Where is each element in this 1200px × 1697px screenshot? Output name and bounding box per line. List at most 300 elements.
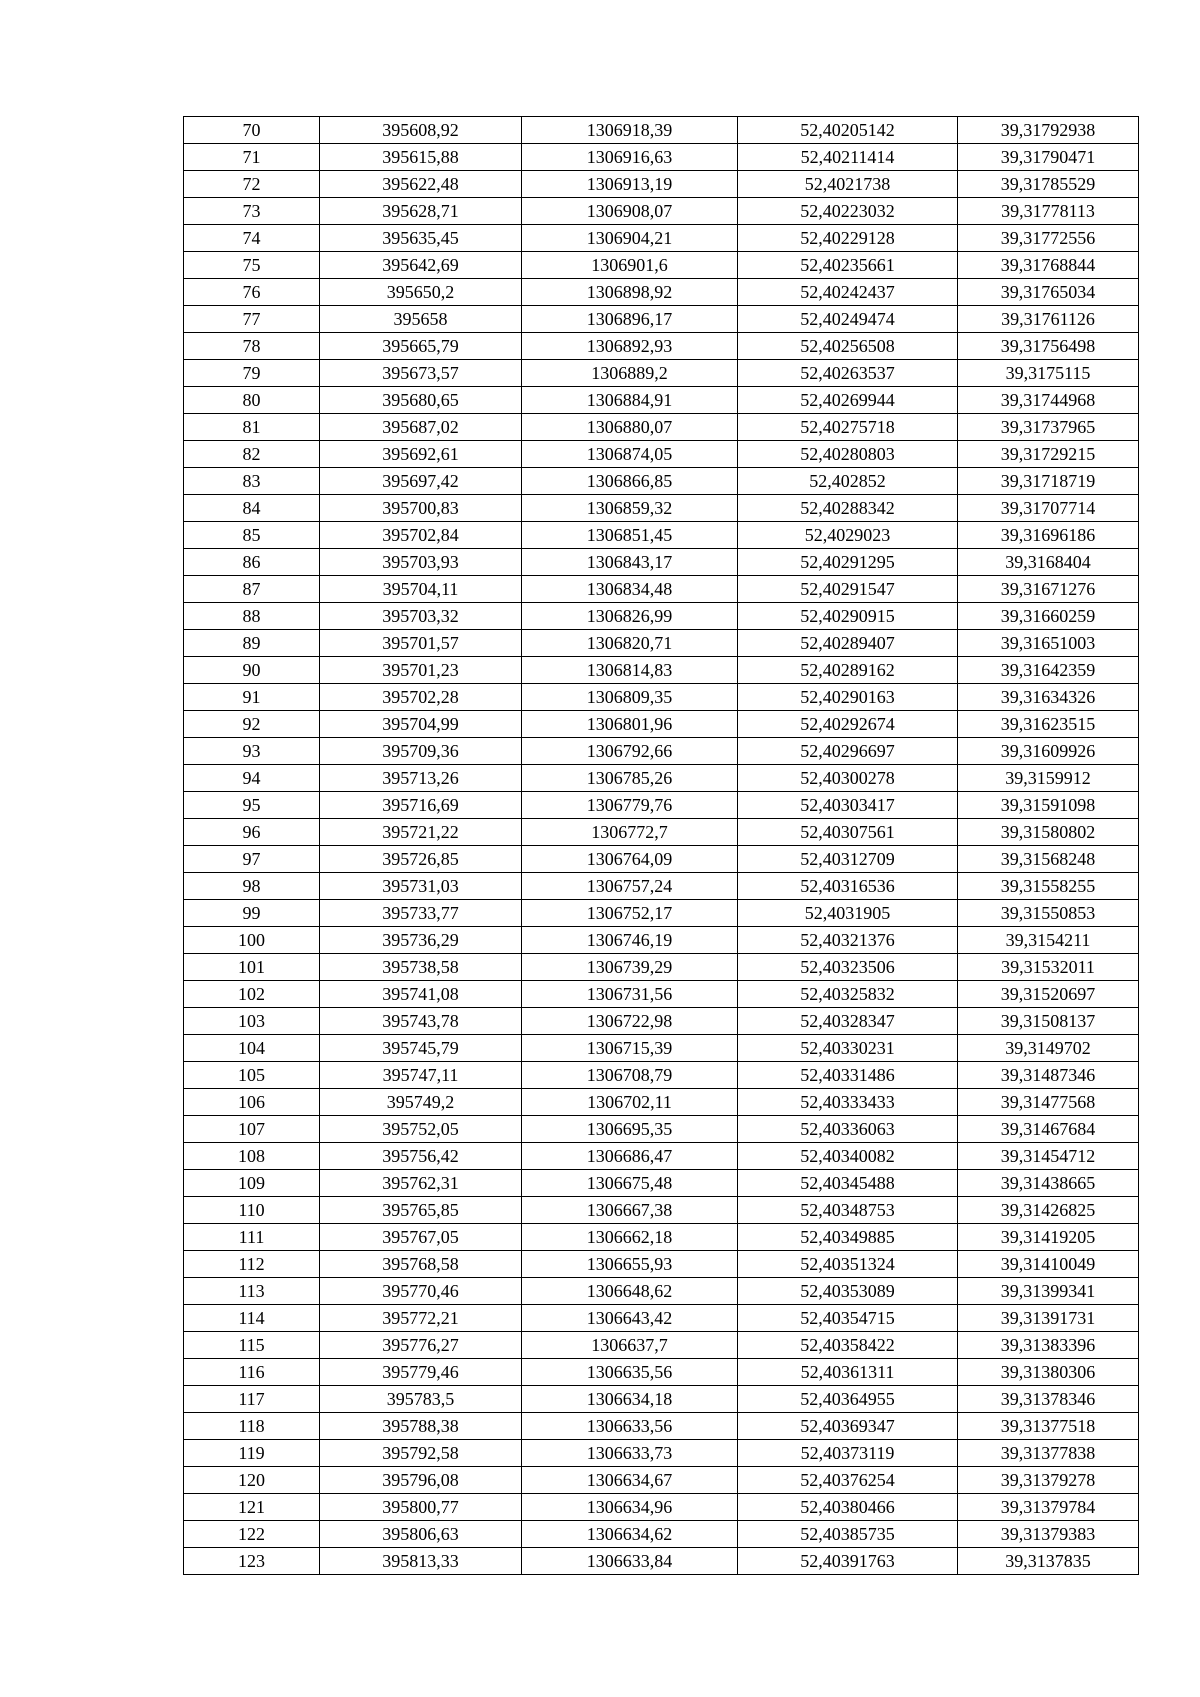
- latitude-cell: 52,40354715: [738, 1305, 958, 1332]
- y-coordinate-cell: 1306637,7: [522, 1332, 738, 1359]
- point-number-cell: 73: [184, 198, 320, 225]
- point-number-cell: 101: [184, 954, 320, 981]
- longitude-cell: 39,31768844: [958, 252, 1139, 279]
- point-number-cell: 93: [184, 738, 320, 765]
- longitude-cell: 39,3175115: [958, 360, 1139, 387]
- table-row: [184, 1062, 1139, 1089]
- point-number-cell: 78: [184, 333, 320, 360]
- table-row: [184, 171, 1139, 198]
- table-row: [184, 684, 1139, 711]
- x-coordinate-cell: 395813,33: [320, 1548, 522, 1575]
- x-coordinate-cell: 395703,32: [320, 603, 522, 630]
- longitude-cell: 39,3149702: [958, 1035, 1139, 1062]
- table-row: [184, 711, 1139, 738]
- longitude-cell: 39,31718719: [958, 468, 1139, 495]
- table-row: [184, 873, 1139, 900]
- latitude-cell: 52,40380466: [738, 1494, 958, 1521]
- y-coordinate-cell: 1306898,92: [522, 279, 738, 306]
- longitude-cell: 39,31744968: [958, 387, 1139, 414]
- y-coordinate-cell: 1306866,85: [522, 468, 738, 495]
- point-number-cell: 115: [184, 1332, 320, 1359]
- table-row: [184, 1251, 1139, 1278]
- longitude-cell: 39,31377838: [958, 1440, 1139, 1467]
- x-coordinate-cell: 395687,02: [320, 414, 522, 441]
- y-coordinate-cell: 1306834,48: [522, 576, 738, 603]
- point-number-cell: 108: [184, 1143, 320, 1170]
- latitude-cell: 52,40242437: [738, 279, 958, 306]
- point-number-cell: 114: [184, 1305, 320, 1332]
- latitude-cell: 52,40223032: [738, 198, 958, 225]
- table-row: [184, 1089, 1139, 1116]
- x-coordinate-cell: 395726,85: [320, 846, 522, 873]
- point-number-cell: 109: [184, 1170, 320, 1197]
- latitude-cell: 52,40349885: [738, 1224, 958, 1251]
- table-row: [184, 927, 1139, 954]
- x-coordinate-cell: 395731,03: [320, 873, 522, 900]
- longitude-cell: 39,31660259: [958, 603, 1139, 630]
- point-number-cell: 120: [184, 1467, 320, 1494]
- x-coordinate-cell: 395650,2: [320, 279, 522, 306]
- y-coordinate-cell: 1306772,7: [522, 819, 738, 846]
- table-row: [184, 981, 1139, 1008]
- point-number-cell: 80: [184, 387, 320, 414]
- latitude-cell: 52,40229128: [738, 225, 958, 252]
- x-coordinate-cell: 395772,21: [320, 1305, 522, 1332]
- table-row: [184, 1197, 1139, 1224]
- latitude-cell: 52,40291295: [738, 549, 958, 576]
- longitude-cell: 39,31765034: [958, 279, 1139, 306]
- y-coordinate-cell: 1306634,62: [522, 1521, 738, 1548]
- table-row: [184, 630, 1139, 657]
- point-number-cell: 121: [184, 1494, 320, 1521]
- table-row: [184, 306, 1139, 333]
- latitude-cell: 52,40249474: [738, 306, 958, 333]
- y-coordinate-cell: 1306904,21: [522, 225, 738, 252]
- y-coordinate-cell: 1306892,93: [522, 333, 738, 360]
- x-coordinate-cell: 395776,27: [320, 1332, 522, 1359]
- table-row: [184, 603, 1139, 630]
- longitude-cell: 39,31778113: [958, 198, 1139, 225]
- x-coordinate-cell: 395608,92: [320, 117, 522, 144]
- y-coordinate-cell: 1306884,91: [522, 387, 738, 414]
- longitude-cell: 39,31410049: [958, 1251, 1139, 1278]
- y-coordinate-cell: 1306874,05: [522, 441, 738, 468]
- table-row: [184, 738, 1139, 765]
- table-row: [184, 819, 1139, 846]
- longitude-cell: 39,31756498: [958, 333, 1139, 360]
- x-coordinate-cell: 395628,71: [320, 198, 522, 225]
- table-row: [184, 144, 1139, 171]
- table-row: [184, 549, 1139, 576]
- table-row: [184, 198, 1139, 225]
- longitude-cell: 39,31707714: [958, 495, 1139, 522]
- table-row: [184, 657, 1139, 684]
- x-coordinate-cell: 395713,26: [320, 765, 522, 792]
- x-coordinate-cell: 395673,57: [320, 360, 522, 387]
- x-coordinate-cell: 395635,45: [320, 225, 522, 252]
- latitude-cell: 52,40348753: [738, 1197, 958, 1224]
- longitude-cell: 39,31671276: [958, 576, 1139, 603]
- table-row: [184, 900, 1139, 927]
- point-number-cell: 123: [184, 1548, 320, 1575]
- latitude-cell: 52,40373119: [738, 1440, 958, 1467]
- y-coordinate-cell: 1306675,48: [522, 1170, 738, 1197]
- table-row: [184, 954, 1139, 981]
- point-number-cell: 122: [184, 1521, 320, 1548]
- y-coordinate-cell: 1306896,17: [522, 306, 738, 333]
- x-coordinate-cell: 395749,2: [320, 1089, 522, 1116]
- x-coordinate-cell: 395615,88: [320, 144, 522, 171]
- y-coordinate-cell: 1306634,18: [522, 1386, 738, 1413]
- latitude-cell: 52,40385735: [738, 1521, 958, 1548]
- x-coordinate-cell: 395806,63: [320, 1521, 522, 1548]
- table-row: [184, 1305, 1139, 1332]
- point-number-cell: 106: [184, 1089, 320, 1116]
- table-row: [184, 1413, 1139, 1440]
- longitude-cell: 39,31454712: [958, 1143, 1139, 1170]
- latitude-cell: 52,40340082: [738, 1143, 958, 1170]
- x-coordinate-cell: 395721,22: [320, 819, 522, 846]
- latitude-cell: 52,40303417: [738, 792, 958, 819]
- point-number-cell: 71: [184, 144, 320, 171]
- x-coordinate-cell: 395642,69: [320, 252, 522, 279]
- point-number-cell: 117: [184, 1386, 320, 1413]
- latitude-cell: 52,4031905: [738, 900, 958, 927]
- x-coordinate-cell: 395733,77: [320, 900, 522, 927]
- longitude-cell: 39,31379383: [958, 1521, 1139, 1548]
- y-coordinate-cell: 1306908,07: [522, 198, 738, 225]
- point-number-cell: 72: [184, 171, 320, 198]
- x-coordinate-cell: 395800,77: [320, 1494, 522, 1521]
- point-number-cell: 92: [184, 711, 320, 738]
- table-row: [184, 1143, 1139, 1170]
- latitude-cell: 52,4021738: [738, 171, 958, 198]
- y-coordinate-cell: 1306739,29: [522, 954, 738, 981]
- longitude-cell: 39,31623515: [958, 711, 1139, 738]
- point-number-cell: 94: [184, 765, 320, 792]
- longitude-cell: 39,31380306: [958, 1359, 1139, 1386]
- latitude-cell: 52,40291547: [738, 576, 958, 603]
- y-coordinate-cell: 1306655,93: [522, 1251, 738, 1278]
- y-coordinate-cell: 1306851,45: [522, 522, 738, 549]
- longitude-cell: 39,31609926: [958, 738, 1139, 765]
- latitude-cell: 52,40323506: [738, 954, 958, 981]
- y-coordinate-cell: 1306633,84: [522, 1548, 738, 1575]
- table-row: [184, 414, 1139, 441]
- point-number-cell: 83: [184, 468, 320, 495]
- point-number-cell: 107: [184, 1116, 320, 1143]
- longitude-cell: 39,31399341: [958, 1278, 1139, 1305]
- point-number-cell: 99: [184, 900, 320, 927]
- latitude-cell: 52,40288342: [738, 495, 958, 522]
- table-row: [184, 468, 1139, 495]
- y-coordinate-cell: 1306916,63: [522, 144, 738, 171]
- latitude-cell: 52,40361311: [738, 1359, 958, 1386]
- latitude-cell: 52,402852: [738, 468, 958, 495]
- longitude-cell: 39,31487346: [958, 1062, 1139, 1089]
- x-coordinate-cell: 395796,08: [320, 1467, 522, 1494]
- latitude-cell: 52,40353089: [738, 1278, 958, 1305]
- longitude-cell: 39,31568248: [958, 846, 1139, 873]
- x-coordinate-cell: 395741,08: [320, 981, 522, 1008]
- x-coordinate-cell: 395792,58: [320, 1440, 522, 1467]
- latitude-cell: 52,40235661: [738, 252, 958, 279]
- table-row: [184, 387, 1139, 414]
- x-coordinate-cell: 395752,05: [320, 1116, 522, 1143]
- longitude-cell: 39,31379278: [958, 1467, 1139, 1494]
- point-number-cell: 87: [184, 576, 320, 603]
- point-number-cell: 82: [184, 441, 320, 468]
- point-number-cell: 104: [184, 1035, 320, 1062]
- latitude-cell: 52,40300278: [738, 765, 958, 792]
- longitude-cell: 39,31391731: [958, 1305, 1139, 1332]
- latitude-cell: 52,40307561: [738, 819, 958, 846]
- longitude-cell: 39,31467684: [958, 1116, 1139, 1143]
- x-coordinate-cell: 395765,85: [320, 1197, 522, 1224]
- point-number-cell: 77: [184, 306, 320, 333]
- point-number-cell: 85: [184, 522, 320, 549]
- longitude-cell: 39,31792938: [958, 117, 1139, 144]
- y-coordinate-cell: 1306814,83: [522, 657, 738, 684]
- longitude-cell: 39,31696186: [958, 522, 1139, 549]
- table-row: [184, 1359, 1139, 1386]
- latitude-cell: 52,40290915: [738, 603, 958, 630]
- point-number-cell: 90: [184, 657, 320, 684]
- y-coordinate-cell: 1306843,17: [522, 549, 738, 576]
- latitude-cell: 52,40280803: [738, 441, 958, 468]
- y-coordinate-cell: 1306801,96: [522, 711, 738, 738]
- x-coordinate-cell: 395747,11: [320, 1062, 522, 1089]
- point-number-cell: 88: [184, 603, 320, 630]
- longitude-cell: 39,31419205: [958, 1224, 1139, 1251]
- latitude-cell: 52,40269944: [738, 387, 958, 414]
- table-row: [184, 1278, 1139, 1305]
- latitude-cell: 52,40289407: [738, 630, 958, 657]
- x-coordinate-cell: 395736,29: [320, 927, 522, 954]
- table-row: [184, 1008, 1139, 1035]
- latitude-cell: 52,40391763: [738, 1548, 958, 1575]
- y-coordinate-cell: 1306913,19: [522, 171, 738, 198]
- y-coordinate-cell: 1306686,47: [522, 1143, 738, 1170]
- table-row: [184, 846, 1139, 873]
- x-coordinate-cell: 395788,38: [320, 1413, 522, 1440]
- point-number-cell: 111: [184, 1224, 320, 1251]
- y-coordinate-cell: 1306633,56: [522, 1413, 738, 1440]
- longitude-cell: 39,31737965: [958, 414, 1139, 441]
- latitude-cell: 52,40331486: [738, 1062, 958, 1089]
- table-row: [184, 279, 1139, 306]
- x-coordinate-cell: 395697,42: [320, 468, 522, 495]
- table-row: [184, 1224, 1139, 1251]
- longitude-cell: 39,31580802: [958, 819, 1139, 846]
- x-coordinate-cell: 395680,65: [320, 387, 522, 414]
- longitude-cell: 39,31378346: [958, 1386, 1139, 1413]
- y-coordinate-cell: 1306648,62: [522, 1278, 738, 1305]
- y-coordinate-cell: 1306634,67: [522, 1467, 738, 1494]
- point-number-cell: 97: [184, 846, 320, 873]
- y-coordinate-cell: 1306820,71: [522, 630, 738, 657]
- table-row: [184, 1332, 1139, 1359]
- x-coordinate-cell: 395767,05: [320, 1224, 522, 1251]
- point-number-cell: 110: [184, 1197, 320, 1224]
- x-coordinate-cell: 395703,93: [320, 549, 522, 576]
- table-row: [184, 1494, 1139, 1521]
- point-number-cell: 103: [184, 1008, 320, 1035]
- point-number-cell: 86: [184, 549, 320, 576]
- x-coordinate-cell: 395622,48: [320, 171, 522, 198]
- y-coordinate-cell: 1306715,39: [522, 1035, 738, 1062]
- longitude-cell: 39,31642359: [958, 657, 1139, 684]
- point-number-cell: 76: [184, 279, 320, 306]
- x-coordinate-cell: 395702,84: [320, 522, 522, 549]
- table-row: [184, 765, 1139, 792]
- latitude-cell: 52,40296697: [738, 738, 958, 765]
- latitude-cell: 52,40333433: [738, 1089, 958, 1116]
- latitude-cell: 52,40358422: [738, 1332, 958, 1359]
- table-row: [184, 576, 1139, 603]
- longitude-cell: 39,3137835: [958, 1548, 1139, 1575]
- point-number-cell: 81: [184, 414, 320, 441]
- latitude-cell: 52,40351324: [738, 1251, 958, 1278]
- y-coordinate-cell: 1306633,73: [522, 1440, 738, 1467]
- point-number-cell: 84: [184, 495, 320, 522]
- longitude-cell: 39,31591098: [958, 792, 1139, 819]
- latitude-cell: 52,40289162: [738, 657, 958, 684]
- point-number-cell: 89: [184, 630, 320, 657]
- x-coordinate-cell: 395700,83: [320, 495, 522, 522]
- y-coordinate-cell: 1306634,96: [522, 1494, 738, 1521]
- longitude-cell: 39,31558255: [958, 873, 1139, 900]
- x-coordinate-cell: 395779,46: [320, 1359, 522, 1386]
- y-coordinate-cell: 1306880,07: [522, 414, 738, 441]
- latitude-cell: 52,40321376: [738, 927, 958, 954]
- longitude-cell: 39,31634326: [958, 684, 1139, 711]
- y-coordinate-cell: 1306757,24: [522, 873, 738, 900]
- y-coordinate-cell: 1306918,39: [522, 117, 738, 144]
- latitude-cell: 52,40290163: [738, 684, 958, 711]
- table-row: [184, 1440, 1139, 1467]
- table-row: [184, 360, 1139, 387]
- longitude-cell: 39,31520697: [958, 981, 1139, 1008]
- latitude-cell: 52,40336063: [738, 1116, 958, 1143]
- longitude-cell: 39,3159912: [958, 765, 1139, 792]
- longitude-cell: 39,31532011: [958, 954, 1139, 981]
- x-coordinate-cell: 395716,69: [320, 792, 522, 819]
- point-number-cell: 113: [184, 1278, 320, 1305]
- table-row: [184, 1170, 1139, 1197]
- latitude-cell: 52,40316536: [738, 873, 958, 900]
- longitude-cell: 39,31426825: [958, 1197, 1139, 1224]
- y-coordinate-cell: 1306792,66: [522, 738, 738, 765]
- y-coordinate-cell: 1306859,32: [522, 495, 738, 522]
- x-coordinate-cell: 395762,31: [320, 1170, 522, 1197]
- longitude-cell: 39,3168404: [958, 549, 1139, 576]
- x-coordinate-cell: 395704,99: [320, 711, 522, 738]
- y-coordinate-cell: 1306826,99: [522, 603, 738, 630]
- table-row: [184, 225, 1139, 252]
- x-coordinate-cell: 395768,58: [320, 1251, 522, 1278]
- latitude-cell: 52,40292674: [738, 711, 958, 738]
- y-coordinate-cell: 1306889,2: [522, 360, 738, 387]
- x-coordinate-cell: 395770,46: [320, 1278, 522, 1305]
- x-coordinate-cell: 395704,11: [320, 576, 522, 603]
- table-row: [184, 495, 1139, 522]
- point-number-cell: 118: [184, 1413, 320, 1440]
- latitude-cell: 52,40275718: [738, 414, 958, 441]
- table-row: [184, 792, 1139, 819]
- table-row: [184, 1521, 1139, 1548]
- x-coordinate-cell: 395738,58: [320, 954, 522, 981]
- longitude-cell: 39,31772556: [958, 225, 1139, 252]
- y-coordinate-cell: 1306752,17: [522, 900, 738, 927]
- longitude-cell: 39,31790471: [958, 144, 1139, 171]
- table-row: [184, 333, 1139, 360]
- longitude-cell: 39,31379784: [958, 1494, 1139, 1521]
- longitude-cell: 39,31550853: [958, 900, 1139, 927]
- y-coordinate-cell: 1306731,56: [522, 981, 738, 1008]
- latitude-cell: 52,40376254: [738, 1467, 958, 1494]
- y-coordinate-cell: 1306779,76: [522, 792, 738, 819]
- latitude-cell: 52,40345488: [738, 1170, 958, 1197]
- point-number-cell: 79: [184, 360, 320, 387]
- latitude-cell: 52,40211414: [738, 144, 958, 171]
- longitude-cell: 39,31761126: [958, 306, 1139, 333]
- point-number-cell: 74: [184, 225, 320, 252]
- longitude-cell: 39,31651003: [958, 630, 1139, 657]
- table-row: [184, 1035, 1139, 1062]
- point-number-cell: 96: [184, 819, 320, 846]
- longitude-cell: 39,31729215: [958, 441, 1139, 468]
- point-number-cell: 102: [184, 981, 320, 1008]
- table-row: [184, 1548, 1139, 1575]
- table-row: [184, 441, 1139, 468]
- latitude-cell: 52,40325832: [738, 981, 958, 1008]
- y-coordinate-cell: 1306809,35: [522, 684, 738, 711]
- y-coordinate-cell: 1306708,79: [522, 1062, 738, 1089]
- x-coordinate-cell: 395783,5: [320, 1386, 522, 1413]
- coordinates-table: [183, 116, 1139, 1575]
- x-coordinate-cell: 395701,57: [320, 630, 522, 657]
- point-number-cell: 112: [184, 1251, 320, 1278]
- latitude-cell: 52,40330231: [738, 1035, 958, 1062]
- y-coordinate-cell: 1306702,11: [522, 1089, 738, 1116]
- longitude-cell: 39,31377518: [958, 1413, 1139, 1440]
- y-coordinate-cell: 1306695,35: [522, 1116, 738, 1143]
- latitude-cell: 52,4029023: [738, 522, 958, 549]
- table-row: [184, 1467, 1139, 1494]
- longitude-cell: 39,31477568: [958, 1089, 1139, 1116]
- x-coordinate-cell: 395745,79: [320, 1035, 522, 1062]
- point-number-cell: 91: [184, 684, 320, 711]
- longitude-cell: 39,3154211: [958, 927, 1139, 954]
- table-row: [184, 1386, 1139, 1413]
- point-number-cell: 119: [184, 1440, 320, 1467]
- x-coordinate-cell: 395701,23: [320, 657, 522, 684]
- y-coordinate-cell: 1306662,18: [522, 1224, 738, 1251]
- latitude-cell: 52,40312709: [738, 846, 958, 873]
- x-coordinate-cell: 395702,28: [320, 684, 522, 711]
- longitude-cell: 39,31785529: [958, 171, 1139, 198]
- y-coordinate-cell: 1306667,38: [522, 1197, 738, 1224]
- x-coordinate-cell: 395658: [320, 306, 522, 333]
- point-number-cell: 116: [184, 1359, 320, 1386]
- latitude-cell: 52,40364955: [738, 1386, 958, 1413]
- table-row: [184, 1116, 1139, 1143]
- y-coordinate-cell: 1306785,26: [522, 765, 738, 792]
- x-coordinate-cell: 395692,61: [320, 441, 522, 468]
- x-coordinate-cell: 395743,78: [320, 1008, 522, 1035]
- table-row: [184, 117, 1139, 144]
